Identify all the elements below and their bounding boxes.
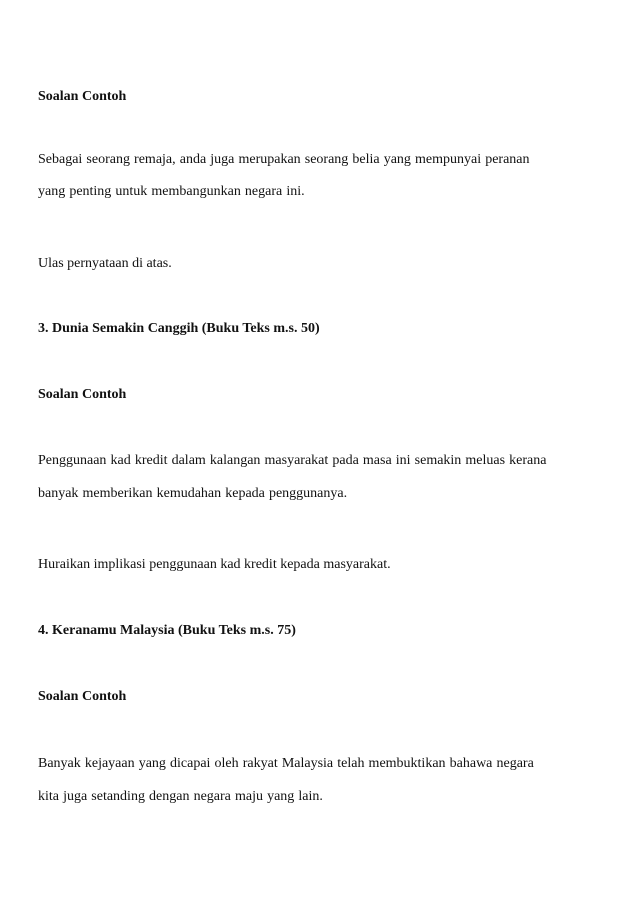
- instruction-ulas: Ulas pernyataan di atas.: [38, 256, 172, 271]
- question-line-6: kita juga setanding dengan negara maju yang lain.: [38, 789, 323, 804]
- section-heading-soalan-contoh-1: Soalan Contoh: [38, 89, 127, 104]
- section-heading-soalan-contoh-3: Soalan Contoh: [38, 689, 127, 704]
- instruction-huraikan: Huraikan implikasi penggunaan kad kredit kepada masyarakat.: [38, 557, 391, 572]
- question-line-2: yang penting untuk membangunkan negara ini.: [38, 184, 305, 199]
- section-heading-soalan-contoh-2: Soalan Contoh: [38, 387, 127, 402]
- question-line-4: banyak memberikan kemudahan kepada penggunanya.: [38, 486, 348, 501]
- question-line-1: Sebagai seorang remaja, anda juga merupakan seorang belia yang mempunyai peranan: [38, 152, 530, 167]
- question-line-5: Banyak kejayaan yang dicapai oleh rakyat Malaysia telah membuktikan bahawa negara: [38, 756, 534, 771]
- topic-heading-keranamu-malaysia: 4. Keranamu Malaysia (Buku Teks m.s. 75): [38, 623, 296, 638]
- topic-heading-dunia-semakin-canggih: 3. Dunia Semakin Canggih (Buku Teks m.s. 50): [38, 321, 320, 336]
- question-line-3: Penggunaan kad kredit dalam kalangan masyarakat pada masa ini semakin meluas kerana: [38, 453, 547, 468]
